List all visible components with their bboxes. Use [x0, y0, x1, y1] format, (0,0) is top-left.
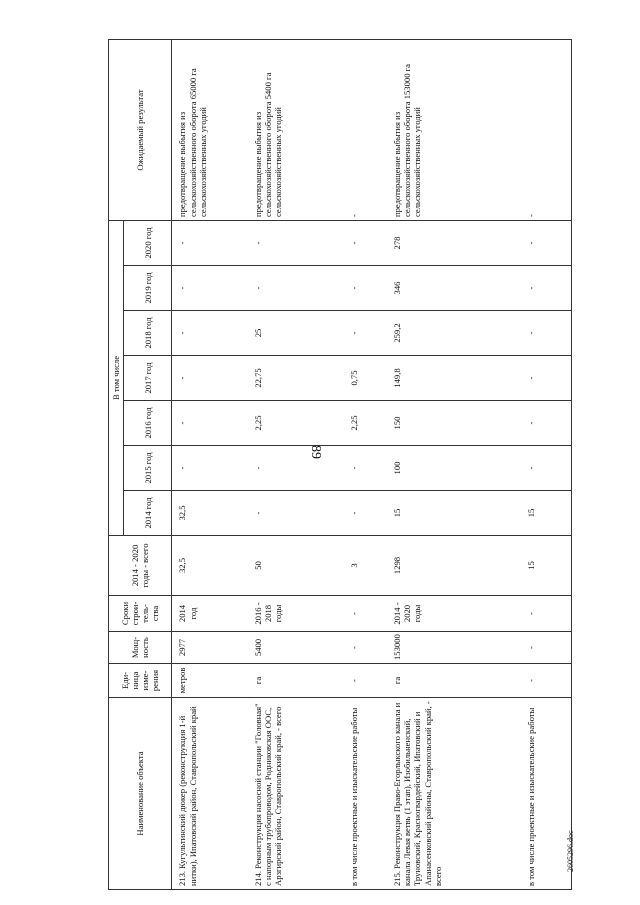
cell-year-value: -: [343, 446, 387, 491]
cell-year-value: 346: [387, 266, 520, 311]
cell-year-value: 15: [387, 491, 520, 536]
cell-year-value: 32,5: [172, 491, 248, 536]
cell-year-value: -: [172, 356, 248, 401]
cell-unit: га: [387, 664, 520, 698]
cell-year-value: 25: [248, 311, 343, 356]
col-header-year: 2016 год: [124, 401, 172, 446]
cell-year-value: -: [343, 311, 387, 356]
col-header-year: 2018 год: [124, 311, 172, 356]
cell-year-value: -: [343, 491, 387, 536]
cell-year-value: -: [172, 220, 248, 265]
col-header-capacity: Мощ-ность: [109, 632, 172, 664]
cell-terms: 2014 - 2020 годы: [387, 596, 520, 632]
cell-year-value: 149,8: [387, 356, 520, 401]
cell-terms: -: [520, 596, 572, 632]
cell-object-name: 215. Реконструкция Право-Егорлыкского канала и канала Левая ветвь (1 этап), Изобильненский, Труновский, Красногвардейский, Ипатовский и Апанасенковский районы, Ставропольский край, - всего: [387, 698, 520, 890]
col-header-terms: Сроки строи-тель-ства: [109, 596, 172, 632]
table-row: [387, 39, 520, 889]
cell-year-value: 150: [387, 401, 520, 446]
col-header-year: 2019 год: [124, 266, 172, 311]
cell-unit: га: [248, 664, 343, 698]
cell-year-value: 2,25: [343, 401, 387, 446]
col-header-unit: Еди-ница изме-рения: [109, 664, 172, 698]
cell-total: 15: [520, 536, 572, 596]
cell-year-value: 22,75: [248, 356, 343, 401]
cell-total: 1298: [387, 536, 520, 596]
cell-object-name: 214. Реконструкция насосной станции "Головная" с напорным трубопроводом, Родниковская ООС, Арзгирский район, Ставропольский край, - всего: [248, 698, 343, 890]
cell-unit: -: [343, 664, 387, 698]
table-row: [172, 39, 248, 889]
cell-year-value: 0,75: [343, 356, 387, 401]
cell-year-value: -: [343, 266, 387, 311]
cell-capacity: 2977: [172, 632, 248, 664]
cell-year-value: 15: [520, 491, 572, 536]
col-header-year: 2017 год: [124, 356, 172, 401]
cell-terms: 2014 год: [172, 596, 248, 632]
col-header-total: 2014 - 2020 годы - всего: [109, 536, 172, 596]
cell-capacity: -: [520, 632, 572, 664]
col-header-year: 2015 год: [124, 446, 172, 491]
cell-year-value: -: [172, 401, 248, 446]
cell-unit: метров: [172, 664, 248, 698]
document-filename: 2605296.doc: [566, 830, 575, 872]
investment-objects-table: [108, 39, 572, 890]
cell-year-value: -: [248, 491, 343, 536]
cell-terms: -: [343, 596, 387, 632]
cell-capacity: 153000: [387, 632, 520, 664]
cell-total: 3: [343, 536, 387, 596]
cell-year-value: 278: [387, 220, 520, 265]
cell-year-value: -: [520, 401, 572, 446]
cell-year-value: -: [248, 220, 343, 265]
col-header-in-that-number: В том числе: [109, 220, 124, 535]
cell-year-value: 100: [387, 446, 520, 491]
table-row: [520, 39, 572, 889]
cell-capacity: 5400: [248, 632, 343, 664]
cell-object-name: 213. Кугультинский дюкер (реконструкция 1-й нитки), Ипатовский район, Ставропольский край: [172, 698, 248, 890]
cell-year-value: -: [172, 311, 248, 356]
cell-total: 32,5: [172, 536, 248, 596]
col-header-name: Наименование объекта: [109, 698, 172, 890]
cell-expected-result: -: [520, 39, 572, 220]
cell-year-value: -: [343, 220, 387, 265]
table-row: [343, 39, 387, 889]
col-header-year: 2014 год: [124, 491, 172, 536]
cell-expected-result: -: [343, 39, 387, 220]
cell-object-name: в том числе проектные и изыскательские работы: [520, 698, 572, 890]
page-number: 89: [308, 445, 323, 459]
cell-expected-result: предотвращение выбытия из сельскохозяйственного оборота 5400 га сельскохозяйственных угодий: [248, 39, 343, 220]
cell-year-value: -: [520, 356, 572, 401]
cell-year-value: -: [520, 311, 572, 356]
rotated-table-container: [108, 40, 613, 890]
cell-expected-result: предотвращение выбытия из сельскохозяйственного оборота 65000 га сельскохозяйственных угодий: [172, 39, 248, 220]
cell-year-value: -: [520, 446, 572, 491]
cell-terms: 2016 - 2018 годы: [248, 596, 343, 632]
col-header-result: Ожидаемый результат: [109, 39, 172, 220]
cell-unit: -: [520, 664, 572, 698]
cell-year-value: -: [248, 266, 343, 311]
cell-capacity: -: [343, 632, 387, 664]
table-row: [248, 39, 343, 889]
cell-year-value: 2,25: [248, 401, 343, 446]
cell-expected-result: предотвращение выбытия из сельскохозяйственного оборота 153000 га сельскохозяйственных угодий: [387, 39, 520, 220]
cell-year-value: -: [520, 220, 572, 265]
cell-year-value: -: [520, 266, 572, 311]
cell-year-value: -: [172, 446, 248, 491]
col-header-year: 2020 год: [124, 220, 172, 265]
cell-object-name: в том числе проектные и изыскательские работы: [343, 698, 387, 890]
cell-year-value: 259,2: [387, 311, 520, 356]
cell-year-value: -: [172, 266, 248, 311]
cell-year-value: -: [248, 446, 343, 491]
cell-total: 50: [248, 536, 343, 596]
